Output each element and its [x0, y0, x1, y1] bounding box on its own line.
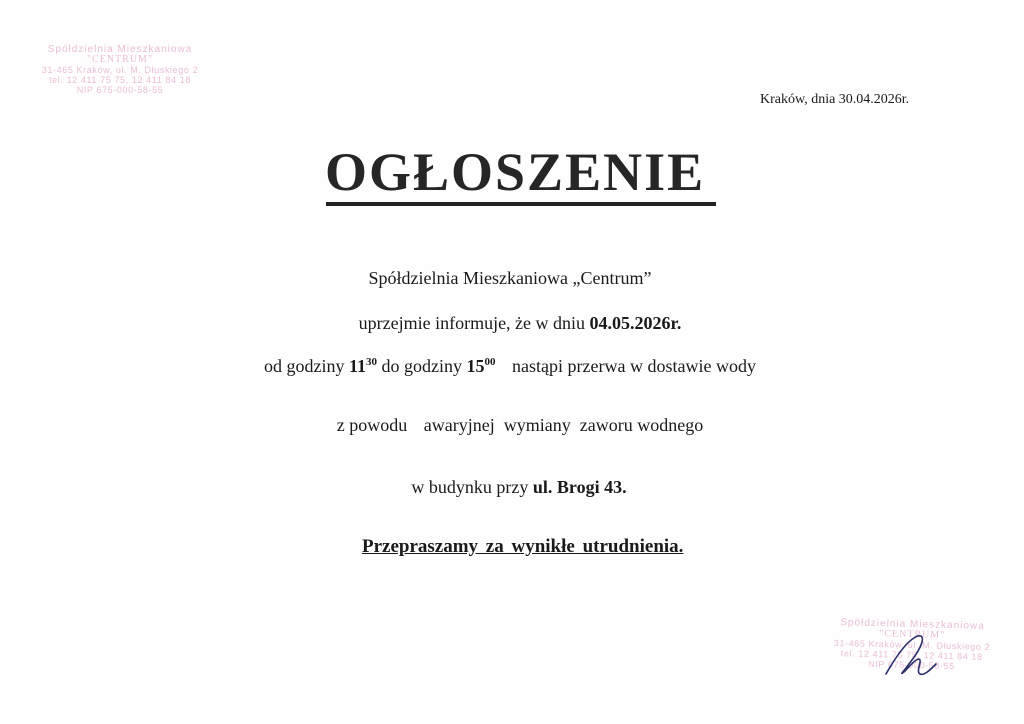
- reason-part-a: z powodu: [336, 415, 408, 435]
- notice-line-address: [7, 477, 1024, 498]
- cooperative-stamp-top: [30, 45, 210, 95]
- building-address: ul. Brogi 43.: [532, 477, 627, 497]
- reason-part-c: wymiany: [503, 415, 571, 435]
- reason-part-b: awaryjnej: [423, 415, 495, 435]
- line3-suffix: nastąpi przerwa w dostawie wody: [512, 356, 756, 376]
- notice-title: OGŁOSZENIE: [325, 142, 706, 202]
- stamp-centrum: "CENTRUM": [879, 628, 946, 641]
- stamp-phones: tel. 12 411 75 75, 12 411 84 18: [840, 648, 983, 662]
- notice-line-reason: [8, 415, 1024, 436]
- line5-prefix: w budynku przy: [411, 477, 529, 497]
- stamp-address: 31-465 Kraków, ul. M. Dłuskiego 2: [833, 637, 991, 653]
- stamp-nip: NIP 675-000-58-55: [868, 658, 955, 672]
- start-hour: 11: [349, 356, 367, 376]
- notice-line-hours: [0, 356, 1022, 377]
- stamp-nip: NIP 675-000-58-55: [76, 85, 164, 95]
- stamp-name: Spółdzielnia Mieszkaniowa: [840, 617, 985, 632]
- stamp-centrum: "CENTRUM": [86, 54, 154, 65]
- line2-prefix: uprzejmie informuje, że w dniu: [358, 313, 586, 333]
- title-underline: [326, 202, 716, 206]
- apology-line: Przepraszamy za wynikłe utrudnienia.: [362, 536, 684, 557]
- reason-part-d: zaworu wodnego: [579, 415, 704, 435]
- outage-date: 04.05.2026r.: [589, 313, 682, 333]
- line3-mid: do godziny: [381, 356, 463, 376]
- stamp-name: Spółdzielnia Mieszkaniowa: [47, 44, 193, 55]
- document-date: Kraków, dnia 30.04.2026r.: [760, 92, 910, 107]
- handwritten-signature: [880, 630, 940, 680]
- start-minutes: 30: [366, 356, 378, 368]
- stamp-phones: tel. 12 411 75 75, 12 411 84 18: [49, 75, 191, 85]
- notice-line-cooperative: [0, 268, 1022, 289]
- notice-line-date: [8, 313, 1024, 334]
- line3-prefix: od godziny: [264, 356, 345, 376]
- end-minutes: 00: [484, 356, 496, 368]
- stamp-address: 31-465 Kraków, ul. M. Dłuskiego 2: [41, 65, 199, 75]
- cooperative-name: Spółdzielnia Mieszkaniowa „Centrum”: [368, 268, 652, 288]
- end-hour: 15: [466, 356, 485, 376]
